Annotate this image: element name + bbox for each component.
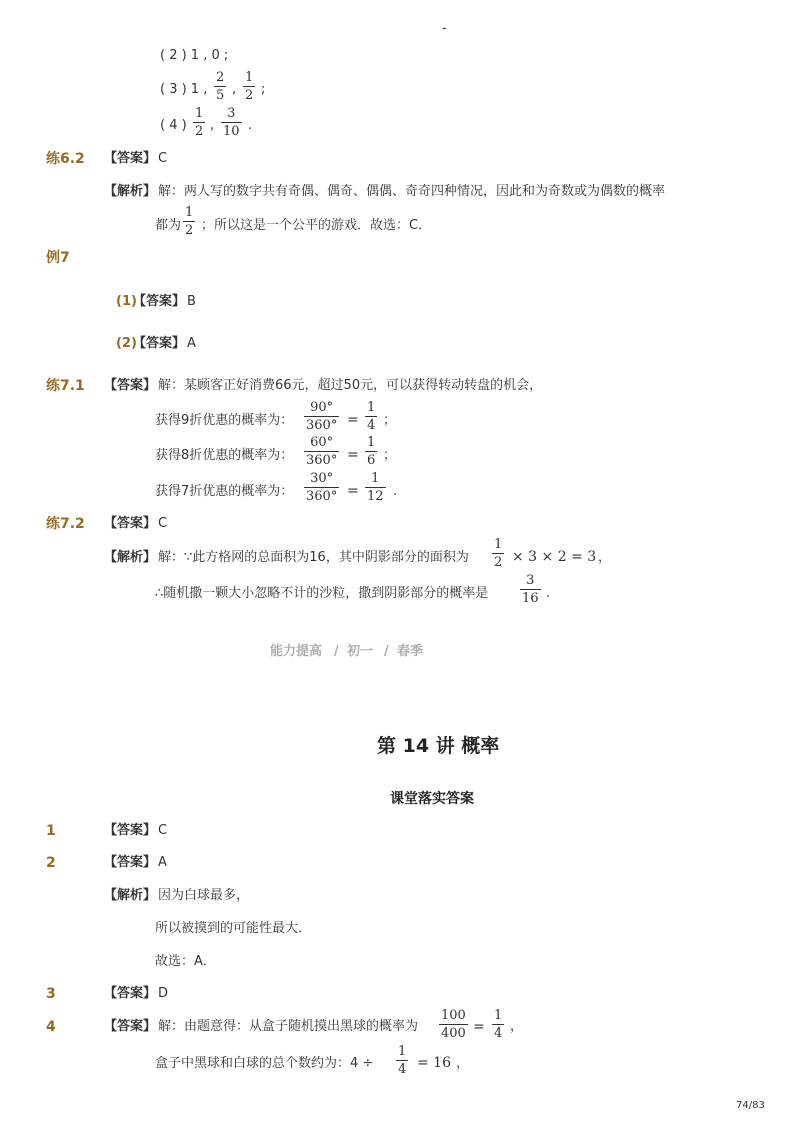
answer-value: A xyxy=(187,336,196,351)
answer-value: B xyxy=(187,294,196,309)
question-number: 3 xyxy=(46,986,56,1002)
answer-tag: 【答案】 xyxy=(104,986,157,1001)
footer-separator: / xyxy=(334,644,339,659)
question-number: 4 xyxy=(46,1019,56,1035)
analysis-text: ；所以这是一个公平的游戏．故选：C． xyxy=(201,218,432,233)
question-number: 2 xyxy=(46,855,56,871)
answer-value: C xyxy=(158,823,168,838)
equals-sign: = xyxy=(347,447,359,463)
item-3-prefix: ( 3 ) 1 , xyxy=(160,82,208,97)
fraction: $\frac{1}{4}$ xyxy=(494,1008,503,1041)
solution-text: 解：由题意得：从盒子随机摸出黑球的概率为 xyxy=(158,1019,419,1034)
separator: , xyxy=(210,118,215,133)
footer-course: 能力提高 xyxy=(270,644,323,659)
exercise-label-7-1: 练7.1 xyxy=(46,378,85,394)
fraction: $\frac{30^\circ}{360^\circ}$ xyxy=(306,471,338,504)
terminator: . xyxy=(393,484,398,499)
equals-sign: = xyxy=(347,412,359,428)
footer-grade: 初一 xyxy=(347,644,374,659)
answer-tag: 【答案】 xyxy=(104,151,157,166)
example-label-7: 例7 xyxy=(46,250,70,266)
fraction: $\frac{3}{16}$ xyxy=(522,573,539,606)
analysis-tag: 【解析】 xyxy=(104,550,157,565)
answer-tag: 【答案】 xyxy=(133,336,186,351)
answer-value: D xyxy=(158,986,169,1001)
terminator: ； xyxy=(383,448,397,463)
answer-tag: 【答案】 xyxy=(104,855,157,870)
analysis-text: 解：∵此方格网的总面积为16，其中阴影部分的面积为 xyxy=(158,550,469,565)
solution-text: 盒子中黑球和白球的总个数约为：4 ÷ xyxy=(155,1056,374,1071)
analysis-text: 故选：A． xyxy=(155,954,216,969)
question-number: 1 xyxy=(46,823,56,839)
fraction: $\frac{1}{2}$ xyxy=(245,70,254,103)
fraction: $\frac{90^\circ}{360^\circ}$ xyxy=(306,400,338,433)
terminator: ， xyxy=(598,550,612,565)
fraction: $\frac{3}{10}$ xyxy=(223,106,240,139)
section-title: 课堂落实答案 xyxy=(390,791,474,807)
terminator: ， xyxy=(510,1019,524,1034)
sub-question-number: (2) xyxy=(116,336,137,351)
solution-text: 获得8折优惠的概率为： xyxy=(155,448,294,463)
footer-season: 春季 xyxy=(397,644,424,659)
sub-question-number: (1) xyxy=(116,294,137,309)
fraction: $\frac{1}{2}$ xyxy=(494,537,503,570)
analysis-text: 都为 xyxy=(155,218,182,233)
solution-text: 解：某顾客正好消费66元，超过50元，可以获得转动转盘的机会， xyxy=(158,378,543,393)
analysis-tag: 【解析】 xyxy=(104,888,157,903)
answer-tag: 【答案】 xyxy=(104,516,157,531)
fraction: $\frac{1}{12}$ xyxy=(367,471,384,504)
solution-text: 获得9折优惠的概率为： xyxy=(155,413,294,428)
answer-tag: 【答案】 xyxy=(104,823,157,838)
chapter-title: 第 14 讲 概率 xyxy=(377,735,500,757)
answer-tag: 【答案】 xyxy=(133,294,186,309)
terminator: ; xyxy=(261,82,266,97)
answer-value: C xyxy=(158,151,168,166)
answer-tag: 【答案】 xyxy=(104,1019,157,1034)
fraction: $\frac{100}{400}$ xyxy=(441,1008,466,1041)
math-expression: × 3 × 2 = 3 xyxy=(512,549,597,565)
terminator: . xyxy=(248,118,253,133)
fraction: $\frac{1}{2}$ xyxy=(195,106,204,139)
item-4-prefix: ( 4 ) xyxy=(160,118,187,133)
solution-text: 获得7折优惠的概率为： xyxy=(155,484,294,499)
terminator: ， xyxy=(456,1056,470,1071)
separator: , xyxy=(232,82,237,97)
footer-separator: / xyxy=(384,644,389,659)
equals-sign: = xyxy=(347,483,359,499)
item-2: ( 2 ) 1 , 0 ; xyxy=(160,48,229,63)
terminator: . xyxy=(546,586,551,601)
answer-value: A xyxy=(158,855,167,870)
exercise-label-7-2: 练7.2 xyxy=(46,516,85,532)
math-expression: = 16 xyxy=(417,1055,451,1071)
fraction: $\frac{1}{4}$ xyxy=(398,1044,407,1077)
fraction: $\frac{1}{2}$ xyxy=(185,205,194,238)
equals-sign: = xyxy=(473,1019,485,1035)
page-number: 74/83 xyxy=(736,1100,765,1111)
answer-value: C xyxy=(158,516,168,531)
answer-tag: 【答案】 xyxy=(104,378,157,393)
analysis-tag: 【解析】 xyxy=(104,184,157,199)
analysis-text: 所以被摸到的可能性最大． xyxy=(155,921,312,936)
fraction: $\frac{1}{4}$ xyxy=(367,400,376,433)
fraction: $\frac{1}{6}$ xyxy=(367,435,376,468)
analysis-text: ∴随机撒一颗大小忽略不计的沙粒，撒到阴影部分的概率是 xyxy=(155,586,489,601)
terminator: ； xyxy=(383,413,397,428)
top-mark: - xyxy=(442,21,447,36)
exercise-label-6-2: 练6.2 xyxy=(46,151,85,167)
fraction: $\frac{60^\circ}{360^\circ}$ xyxy=(306,435,338,468)
fraction: $\frac{2}{5}$ xyxy=(216,70,225,103)
analysis-text: 因为白球最多， xyxy=(158,888,250,903)
analysis-text: 解：两人写的数字共有奇偶、偶奇、偶偶、奇奇四种情况，因此和为奇数或为偶数的概率 xyxy=(158,184,666,199)
